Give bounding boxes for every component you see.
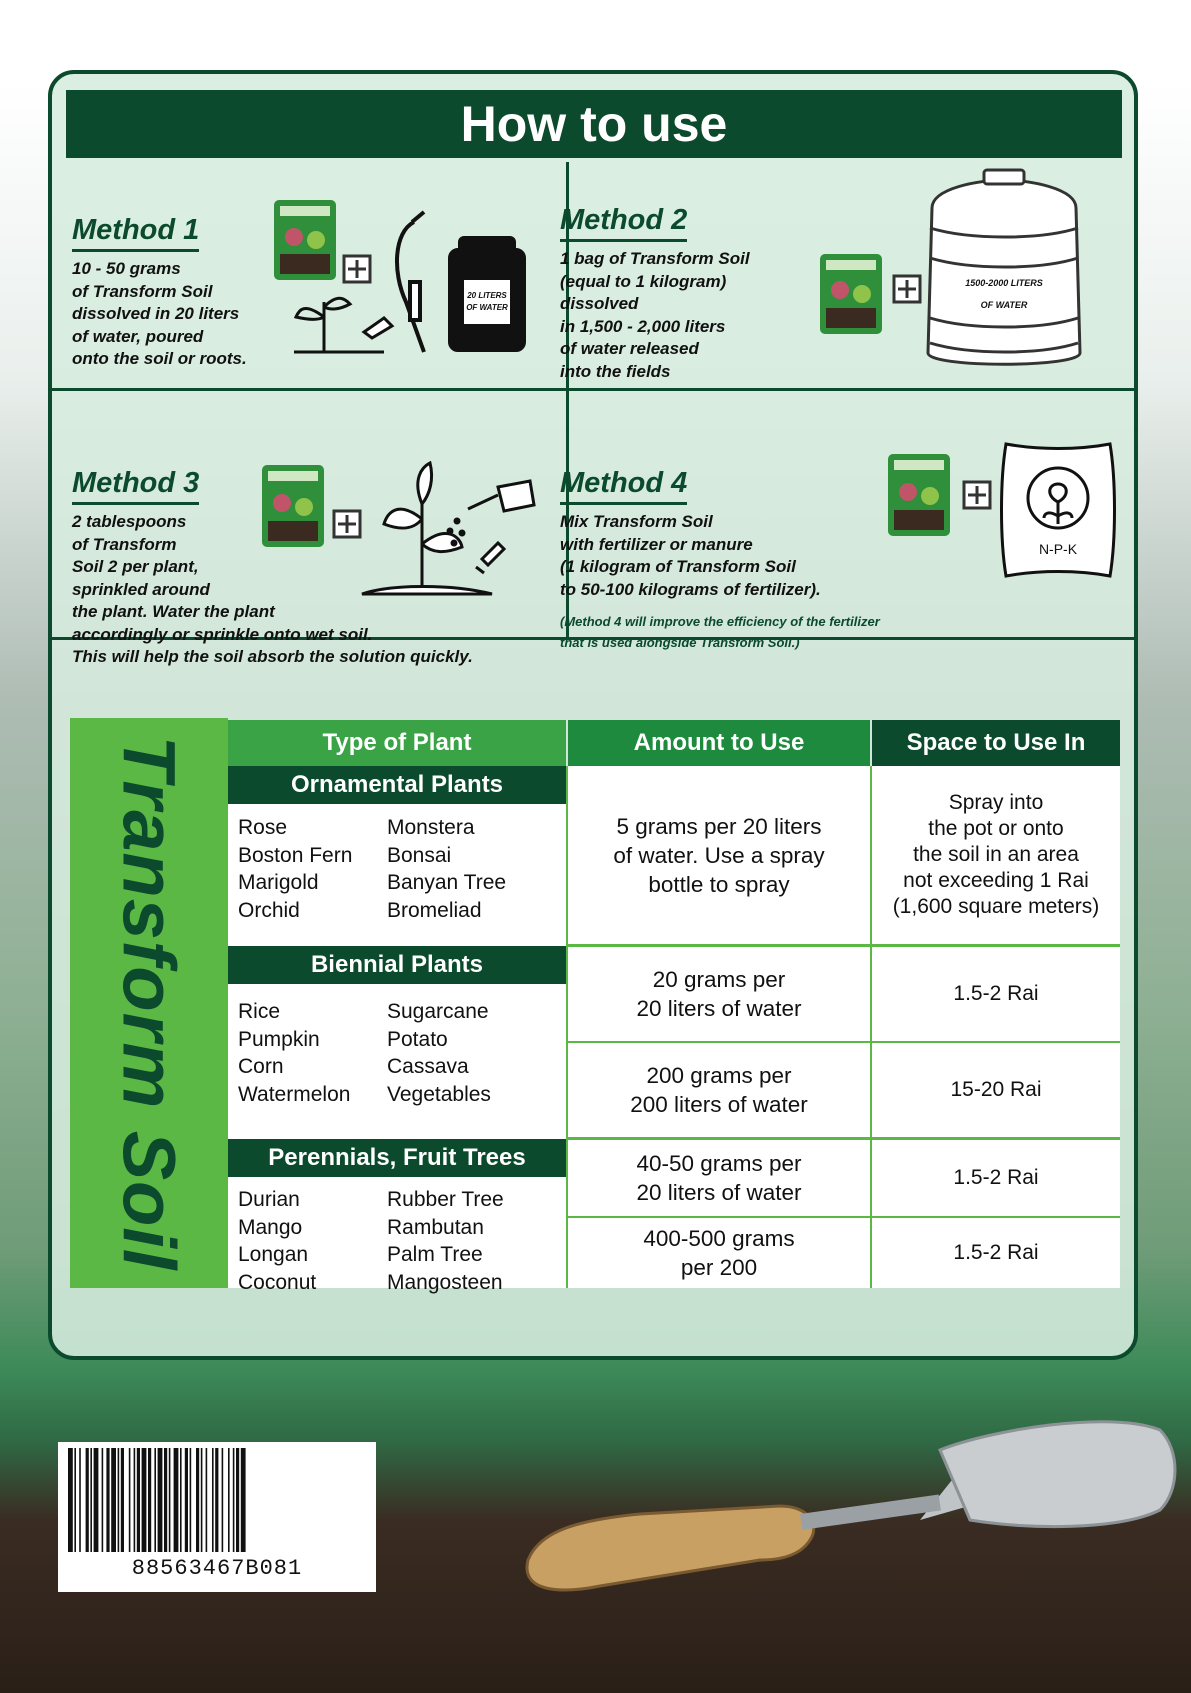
plus-icon [894, 276, 920, 302]
plant-list-ornamental-left [238, 814, 352, 924]
barcode-bar [206, 1448, 208, 1552]
category-perennials-fruit-trees: Perennials, Fruit Trees [228, 1139, 566, 1177]
method-3-text: 2 tablespoons of Transform Soil 2 per plant, sprinkled around the plant. Water the plant accordingly or sprinkle onto wet soil. This will help the soil absorb the solution quickly. [72, 512, 473, 666]
amount-biennial-1: 20 grams per 20 liters of water [636, 967, 802, 1021]
method-3-title: Method 3 [72, 467, 199, 505]
method-1-text: 10 - 50 grams of Transform Soil dissolved in 20 liters of water, poured onto the soil or roots. [72, 259, 247, 368]
list-item: Mangosteen [387, 1270, 503, 1294]
list-item: Coconut [238, 1270, 317, 1294]
method-4-note: (Method 4 will improve the efficiency of the fertilizer that is used alongside Transform Soil.) [560, 614, 880, 650]
svg-text:20 LITERS: 20 LITERS [467, 291, 507, 300]
method-4-text: Mix Transform Soil with fertilizer or manure (1 kilogram of Transform Soil to 50-100 kilograms of fertilizer). [560, 512, 821, 599]
list-item: Pumpkin [238, 1027, 320, 1051]
amount-perennials-1: 40-50 grams per 20 liters of water [636, 1151, 802, 1205]
list-item: Bromeliad [387, 898, 482, 922]
barcode-bar [90, 1448, 92, 1552]
category-ornamental-plants: Ornamental Plants [228, 766, 566, 804]
list-item: Rose [238, 816, 288, 839]
amount-perennials-2: 400-500 grams per 200 [643, 1226, 795, 1280]
list-item: Orchid [238, 898, 300, 922]
barcode-bar [86, 1448, 89, 1552]
barcode-bar [185, 1448, 188, 1552]
barcode-bar [121, 1448, 124, 1552]
list-item: Corn [238, 1055, 284, 1078]
plus-icon [334, 511, 360, 537]
space-perennials-1: 1.5-2 Rai [953, 1166, 1039, 1189]
method-1 [72, 214, 302, 371]
list-item: Watermelon [238, 1082, 351, 1106]
barcode-bars [66, 1448, 368, 1552]
list-item: Vegetables [387, 1082, 491, 1106]
barcode-bar [196, 1448, 199, 1552]
list-item: Potato [387, 1027, 448, 1051]
plant-sprinkle-illustration [262, 459, 552, 609]
header-amount-to-use: Amount to Use [568, 720, 870, 766]
barcode-bar [233, 1448, 235, 1552]
page-title: How to use [66, 90, 1122, 158]
barcode-bar [174, 1448, 179, 1552]
barcode-bar [94, 1448, 99, 1552]
side-label: Transform Soil [107, 735, 191, 1271]
method-2-text: 1 bag of Transform Soil (equal to 1 kilogram) dissolved in 1,500 - 2,000 liters of water released into the fields [560, 249, 750, 381]
list-item: Longan [238, 1243, 309, 1266]
barcode-bar [102, 1448, 104, 1552]
barcode-bar [79, 1448, 81, 1552]
svg-text:OF WATER: OF WATER [980, 300, 1028, 310]
method-2-title: Method 2 [560, 204, 687, 242]
list-item: Rambutan [387, 1215, 484, 1239]
list-item: Sugarcane [387, 1000, 489, 1023]
barcode-bar [142, 1448, 147, 1552]
barcode-bar [212, 1448, 214, 1552]
header-space-to-use-in: Space to Use In [872, 720, 1120, 766]
barcode-bar [190, 1448, 192, 1552]
barcode-bar [158, 1448, 163, 1552]
list-item: Durian [238, 1188, 300, 1211]
list-item: Palm Tree [387, 1243, 483, 1266]
plant-list-biennial-left [238, 998, 350, 1108]
plant-list-ornamental-right [387, 814, 506, 924]
barcode-bar [137, 1448, 140, 1552]
method-4-title: Method 4 [560, 467, 687, 505]
barcode-number: 88563467B081 [131, 1556, 303, 1581]
plant-list-perennials-right [387, 1186, 504, 1296]
barcode-bar [222, 1448, 224, 1552]
svg-text:1500-2000 LITERS: 1500-2000 LITERS [965, 278, 1043, 288]
list-item: Marigold [238, 871, 319, 894]
barcode-bar [201, 1448, 203, 1552]
fertilizer-illustration [888, 440, 1118, 580]
svg-text:OF WATER: OF WATER [466, 303, 508, 312]
list-item: Bonsai [387, 843, 452, 867]
list-item: Rice [238, 1000, 281, 1023]
plus-icon [344, 256, 370, 282]
list-item: Boston Fern [238, 843, 353, 867]
category-biennial-plants: Biennial Plants [228, 946, 566, 984]
list-item: Rubber Tree [387, 1188, 504, 1211]
plus-icon [964, 482, 990, 508]
barcode-bar [106, 1448, 109, 1552]
amount-biennial-2: 200 grams per 200 liters of water [630, 1063, 808, 1117]
barcode-bar [111, 1448, 116, 1552]
list-item: Cassava [387, 1055, 469, 1078]
water-tank-illustration [820, 168, 1138, 378]
barcode-bar [164, 1448, 167, 1552]
npk-label: N-P-K [1038, 541, 1078, 557]
list-item: Monstera [387, 816, 475, 839]
space-perennials-2: 1.5-2 Rai [953, 1241, 1039, 1264]
how-to-use-card [48, 70, 1138, 1360]
list-item: Banyan Tree [387, 871, 507, 894]
barcode-bar [215, 1448, 218, 1552]
space-biennial-2: 15-20 Rai [950, 1078, 1042, 1101]
barcode-bar [134, 1448, 136, 1552]
sprayer-illustration [274, 192, 564, 362]
plant-watering-icon [294, 298, 392, 352]
space-biennial-1: 1.5-2 Rai [953, 982, 1039, 1005]
barcode-bar [180, 1448, 182, 1552]
method-1-title: Method 1 [72, 214, 199, 252]
header-type-of-plant: Type of Plant [228, 720, 566, 766]
barcode-bar [154, 1448, 156, 1552]
side-label-band [70, 718, 228, 1288]
watering-can-icon [448, 481, 534, 573]
garden-trowel-image [520, 1410, 1191, 1610]
barcode-bar [74, 1448, 76, 1552]
space-ornamental: Spray into the pot or onto the soil in an area not exceeding 1 Rai (1,600 square meters) [892, 791, 1100, 918]
water-tank-icon [928, 170, 1080, 364]
barcode-bar [148, 1448, 151, 1552]
barcode-bar [241, 1448, 246, 1552]
tank-sprayer-icon [397, 212, 524, 352]
method-2 [560, 204, 800, 383]
plant-list-biennial-right [387, 998, 491, 1108]
barcode-bar [68, 1448, 73, 1552]
barcode-bar [129, 1448, 131, 1552]
barcode [58, 1442, 376, 1592]
barcode-bar [118, 1448, 120, 1552]
barcode-bar [169, 1448, 171, 1552]
barcode-bar [228, 1448, 230, 1552]
grid-divider-horizontal-1 [52, 388, 1138, 391]
plant-list-perennials-left [238, 1186, 316, 1296]
barcode-bar [236, 1448, 239, 1552]
list-item: Mango [238, 1215, 303, 1239]
growing-plant-icon [362, 463, 492, 594]
amount-ornamental: 5 grams per 20 liters of water. Use a spray bottle to spray [613, 813, 825, 897]
